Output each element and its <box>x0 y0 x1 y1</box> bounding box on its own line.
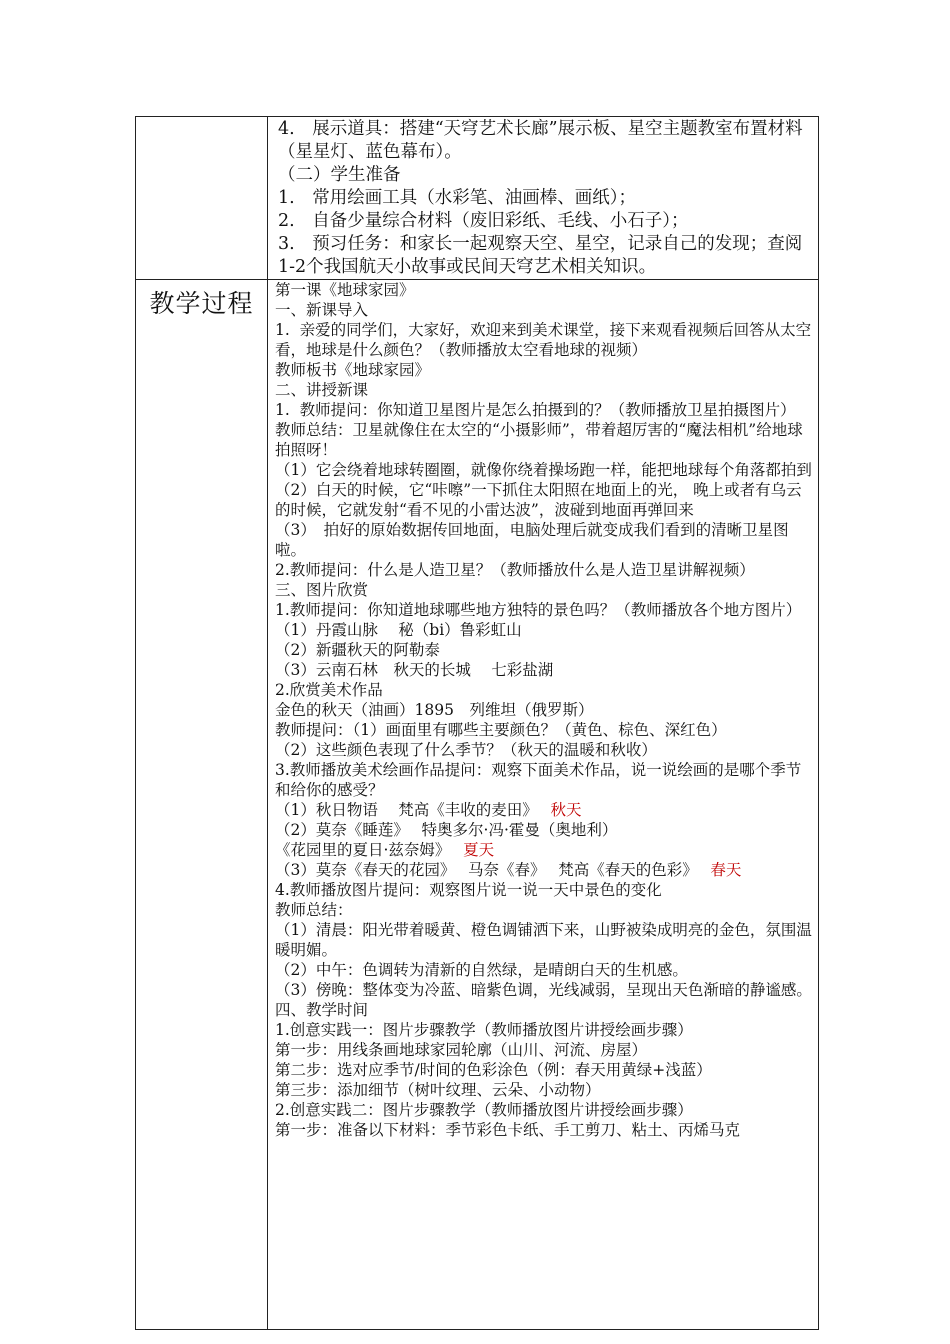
process-line: （1）清晨：阳光带着暖黄、橙色调铺洒下来，山野被染成明亮的金色，氛围温暖明媚。 <box>275 921 812 959</box>
preparation-content-cell <box>268 117 819 280</box>
teaching-process-label: 教学过程 <box>136 280 268 1330</box>
process-line: 三、图片欣赏 <box>275 581 369 599</box>
process-line: （1）它会绕着地球转圈圈，就像你绕着操场跑一样，能把地球每个角落都拍到 <box>275 461 812 479</box>
process-line: 3.教师播放美术绘画作品提问：观察下面美术作品，说一说绘画的是哪个季节和给你的感受？ <box>275 761 802 799</box>
art-line <box>275 860 814 880</box>
process-line: 2.欣赏美术作品 <box>275 681 383 699</box>
process-line: 教师总结： <box>275 901 353 919</box>
process-line: （3） 拍好的原始数据传回地面，电脑处理后就变成我们看到的清晰卫星图啦。 <box>275 521 789 559</box>
art-line <box>275 820 814 840</box>
process-line: 2.创意实践二：图片步骤教学（教师播放图片讲授绘画步骤） <box>275 1101 693 1119</box>
prep-line: 4. 展示道具：搭建“天穹艺术长廊”展示板、星空主题教室布置材料（星星灯、蓝色幕布）。 <box>278 119 803 162</box>
preparation-row <box>136 117 819 280</box>
process-line: （3）云南石林 秋天的长城 七彩盐湖 <box>275 661 554 679</box>
process-line: 4.教师播放图片提问：观察图片说一说一天中景色的变化 <box>275 881 662 899</box>
process-line: （2）中午：色调转为清新的自然绿，是晴朗白天的生机感。 <box>275 961 688 979</box>
preparation-label-cell <box>136 117 268 280</box>
prep-line: （二）学生准备 <box>278 165 401 185</box>
process-line: （2）新疆秋天的阿勒泰 <box>275 641 440 659</box>
process-line: （2）白天的时候，它“咔嚓”一下抓住太阳照在地面上的光， 晚上或者有乌云的时候，它就发射“看不见的小雷达波”，波碰到地面再弹回来 <box>275 481 802 519</box>
lesson-plan-table <box>135 116 819 1330</box>
art-line <box>275 840 814 860</box>
process-line: 教师板书《地球家园》 <box>275 361 431 379</box>
process-line: 第一步：用线条画地球家园轮廓（山川、河流、房屋） <box>275 1041 648 1059</box>
teaching-process-row <box>136 280 819 1330</box>
process-line: 四、教学时间 <box>275 1001 369 1019</box>
process-line: 1. 教师提问：你知道卫星图片是怎么拍摄到的？（教师播放卫星拍摄图片） <box>275 401 796 419</box>
process-line: 第一步：准备以下材料：季节彩色卡纸、手工剪刀、粘土、丙烯马克 <box>275 1121 741 1139</box>
process-line: 教师提问：（1）画面里有哪些主要颜色？（黄色、棕色、深红色） <box>275 721 727 739</box>
season-tag: 春天 <box>710 861 742 879</box>
process-line: （2）这些颜色表现了什么季节？（秋天的温暖和秋收） <box>275 741 657 759</box>
process-line: 1.创意实践一：图片步骤教学（教师播放图片讲授绘画步骤） <box>275 1021 693 1039</box>
process-line: 2.教师提问：什么是人造卫星？（教师播放什么是人造卫星讲解视频） <box>275 561 755 579</box>
art-line-text: （1）秋日物语 梵高《丰收的麦田》 <box>275 801 551 819</box>
season-tag: 夏天 <box>463 841 495 859</box>
process-line: 1.教师提问：你知道地球哪些地方独特的景色吗？（教师播放各个地方图片） <box>275 601 802 619</box>
process-line: 第三步：添加细节（树叶纹理、云朵、小动物） <box>275 1081 601 1099</box>
prep-line: 1. 常用绘画工具（水彩笔、油画棒、画纸）； <box>278 188 636 208</box>
art-line-text: （3）莫奈《春天的花园》 马奈《春》 梵高《春天的色彩》 <box>275 861 711 879</box>
process-line: 二、讲授新课 <box>275 381 369 399</box>
process-line: （3）傍晚：整体变为冷蓝、暗紫色调，光线减弱，呈现出天色渐暗的静谧感。 <box>275 981 812 999</box>
process-line: 金色的秋天（油画）1895 列维坦（俄罗斯） <box>275 701 594 719</box>
art-line <box>275 800 814 820</box>
prep-line: 2. 自备少量综合材料（废旧彩纸、毛线、小石子）； <box>278 211 689 231</box>
process-line: 教师总结：卫星就像住在太空的“小摄影师”，带着超厉害的“魔法相机”给地球拍照呀！ <box>275 421 803 459</box>
process-line: 第一课《地球家园》 <box>275 281 415 299</box>
teaching-process-content-cell <box>268 280 819 1330</box>
prep-line: 3. 预习任务：和家长一起观察天空、星空，记录自己的发现；查阅1-2个我国航天小故事或民间天穹艺术相关知识。 <box>278 234 803 277</box>
art-line-text: （2）莫奈《睡莲》 特奥多尔·冯·霍曼（奥地利） <box>275 821 618 839</box>
process-line: 一、新课导入 <box>275 301 369 319</box>
process-line: 第二步：选对应季节/时间的色彩涂色（例：春天用黄绿+浅蓝） <box>275 1061 712 1079</box>
process-line: 1. 亲爱的同学们，大家好，欢迎来到美术课堂，接下来观看视频后回答从太空看，地球是什么颜色？（教师播放太空看地球的视频） <box>275 321 812 359</box>
season-tag: 秋天 <box>550 801 582 819</box>
process-line: （1）丹霞山脉 秘（bi）鲁彩虹山 <box>275 621 522 639</box>
art-line-text: 《花园里的夏日·兹奈姆》 <box>275 841 464 859</box>
